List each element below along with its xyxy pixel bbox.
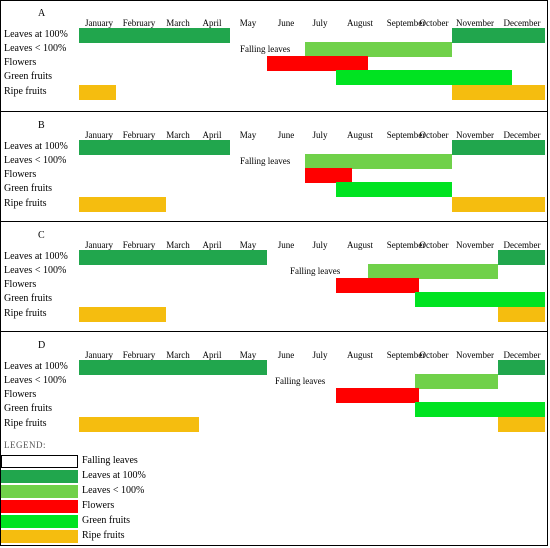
bar-leaves-100--0 xyxy=(368,264,498,279)
month-label: December xyxy=(503,240,541,250)
legend-title: LEGEND: xyxy=(4,440,46,450)
bar-flowers-0 xyxy=(305,168,352,183)
month-label: October xyxy=(419,18,449,28)
legend-swatch xyxy=(1,455,78,468)
panel-c xyxy=(0,222,548,332)
month-label: March xyxy=(166,18,190,28)
month-label: November xyxy=(456,240,494,250)
legend-label: Flowers xyxy=(82,500,115,511)
bar-leaves-at-100--1 xyxy=(452,140,545,155)
month-label: September xyxy=(386,350,426,360)
panel-a xyxy=(0,0,548,112)
month-label: February xyxy=(122,18,156,28)
legend-label: Leaves at 100% xyxy=(82,470,146,481)
month-label: April xyxy=(202,240,222,250)
bar-ripe-fruits-0 xyxy=(79,307,166,322)
month-label: April xyxy=(202,130,222,140)
row-label: Leaves at 100% xyxy=(4,141,68,152)
month-label: May xyxy=(239,240,257,250)
row-label: Ripe fruits xyxy=(4,198,47,209)
month-label: July xyxy=(312,350,328,360)
month-label: October xyxy=(419,350,449,360)
row-label: Leaves < 100% xyxy=(4,155,67,166)
month-label: March xyxy=(166,240,190,250)
month-label: July xyxy=(312,130,328,140)
panel-label: D xyxy=(38,340,46,351)
bar-green-fruits-0 xyxy=(415,292,545,307)
legend-label: Ripe fruits xyxy=(82,530,125,541)
month-label: June xyxy=(277,240,295,250)
month-label: February xyxy=(122,240,156,250)
month-label: December xyxy=(503,350,541,360)
legend-label: Green fruits xyxy=(82,515,131,526)
month-label: November xyxy=(456,130,494,140)
row-label: Green fruits xyxy=(4,71,53,82)
row-label: Flowers xyxy=(4,169,37,180)
legend-swatch xyxy=(1,530,78,543)
month-label: April xyxy=(202,18,222,28)
bar-green-fruits-0 xyxy=(336,70,512,85)
month-label: June xyxy=(277,350,295,360)
month-label: February xyxy=(122,130,156,140)
panel-b xyxy=(0,112,548,222)
legend-label: Falling leaves xyxy=(82,455,138,466)
legend-swatch xyxy=(1,500,78,513)
bar-flowers-0 xyxy=(267,56,368,71)
month-label: May xyxy=(239,18,257,28)
bar-leaves-100--0 xyxy=(305,154,452,169)
row-label: Flowers xyxy=(4,57,37,68)
row-label: Leaves < 100% xyxy=(4,375,67,386)
legend-swatch xyxy=(1,515,78,528)
bar-ripe-fruits-0 xyxy=(79,417,199,432)
month-label: December xyxy=(503,130,541,140)
month-label: April xyxy=(202,350,222,360)
legend-swatch xyxy=(1,485,78,498)
month-label: August xyxy=(346,240,373,250)
bar-green-fruits-0 xyxy=(415,402,545,417)
month-label: August xyxy=(346,130,373,140)
row-label: Green fruits xyxy=(4,183,53,194)
row-label: Leaves at 100% xyxy=(4,29,68,40)
row-label: Leaves < 100% xyxy=(4,43,67,54)
bar-flowers-0 xyxy=(336,278,419,293)
month-label: March xyxy=(166,350,190,360)
month-label: March xyxy=(166,130,190,140)
month-label: October xyxy=(419,240,449,250)
panel-label: C xyxy=(38,230,45,241)
month-label: October xyxy=(419,130,449,140)
row-label: Flowers xyxy=(4,389,37,400)
row-label: Leaves < 100% xyxy=(4,265,67,276)
month-label: January xyxy=(85,18,113,28)
month-label: June xyxy=(277,130,295,140)
falling-leaves-label: Falling leaves xyxy=(240,44,291,54)
falling-leaves-label: Falling leaves xyxy=(290,266,341,276)
bar-leaves-at-100--0 xyxy=(79,360,267,375)
row-label: Ripe fruits xyxy=(4,418,47,429)
bar-leaves-at-100--0 xyxy=(79,140,230,155)
month-label: September xyxy=(386,240,426,250)
month-label: July xyxy=(312,240,328,250)
bar-ripe-fruits-1 xyxy=(452,197,545,212)
month-label: November xyxy=(456,18,494,28)
month-label: May xyxy=(239,130,257,140)
month-label: September xyxy=(386,130,426,140)
row-label: Green fruits xyxy=(4,293,53,304)
month-label: August xyxy=(346,18,373,28)
row-label: Leaves at 100% xyxy=(4,251,68,262)
row-label: Leaves at 100% xyxy=(4,361,68,372)
row-label: Ripe fruits xyxy=(4,86,47,97)
bar-leaves-100--0 xyxy=(305,42,452,57)
month-label: May xyxy=(239,350,257,360)
bar-ripe-fruits-0 xyxy=(79,197,166,212)
bar-leaves-at-100--0 xyxy=(79,28,230,43)
panel-label: B xyxy=(38,120,45,131)
month-label: November xyxy=(456,350,494,360)
bar-leaves-at-100--1 xyxy=(498,250,545,265)
falling-leaves-label: Falling leaves xyxy=(275,376,326,386)
month-label: August xyxy=(346,350,373,360)
legend-swatch xyxy=(1,470,78,483)
month-label: January xyxy=(85,130,113,140)
month-label: July xyxy=(312,18,328,28)
row-label: Green fruits xyxy=(4,403,53,414)
panel-d xyxy=(0,332,548,440)
bar-ripe-fruits-0 xyxy=(79,85,116,100)
bar-leaves-at-100--1 xyxy=(452,28,545,43)
panel-label: A xyxy=(38,8,46,19)
month-label: December xyxy=(503,18,541,28)
month-label: June xyxy=(277,18,295,28)
row-label: Flowers xyxy=(4,279,37,290)
bar-leaves-at-100--1 xyxy=(498,360,545,375)
bar-flowers-0 xyxy=(336,388,419,403)
month-label: January xyxy=(85,350,113,360)
bar-leaves-100--0 xyxy=(415,374,498,389)
bar-ripe-fruits-1 xyxy=(452,85,545,100)
month-label: February xyxy=(122,350,156,360)
legend-label: Leaves < 100% xyxy=(82,485,145,496)
falling-leaves-label: Falling leaves xyxy=(240,156,291,166)
row-label: Ripe fruits xyxy=(4,308,47,319)
month-label: January xyxy=(85,240,113,250)
bar-leaves-at-100--0 xyxy=(79,250,267,265)
bar-green-fruits-0 xyxy=(336,182,452,197)
bar-ripe-fruits-1 xyxy=(498,307,545,322)
bar-ripe-fruits-1 xyxy=(498,417,545,432)
month-label: September xyxy=(386,18,426,28)
